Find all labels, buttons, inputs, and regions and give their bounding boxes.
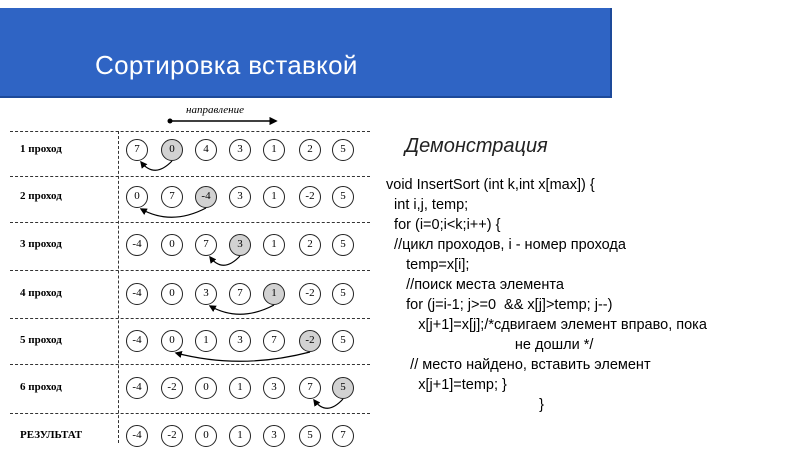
element-circle: 1	[195, 330, 217, 352]
element-circle: 1	[263, 186, 285, 208]
element-circle: 0	[161, 330, 183, 352]
shift-arrow	[210, 256, 240, 265]
code-line: for (j=i-1; j>=0 && x[j]>temp; j--)	[386, 297, 613, 313]
element-circle: 7	[195, 234, 217, 256]
element-circle: 5	[332, 330, 354, 352]
current-element-circle: -2	[299, 330, 321, 352]
code-line: int i,j, temp;	[386, 197, 469, 213]
element-circle: 1	[229, 377, 251, 399]
demo-title: Демонстрация	[405, 135, 548, 157]
current-element-circle: 5	[332, 377, 354, 399]
element-circle: 3	[195, 283, 217, 305]
pass-label: 4 проход	[20, 287, 62, 299]
element-circle: 1	[263, 139, 285, 161]
element-circle: 3	[229, 186, 251, 208]
element-circle: -2	[299, 283, 321, 305]
code-line: x[j+1]=x[j];/*сдвигаем элемент вправо, пока	[386, 317, 707, 333]
code-line: void InsertSort (int k,int x[max]) {	[386, 177, 595, 193]
code-line: не дошли */	[386, 337, 594, 353]
element-circle: 5	[332, 283, 354, 305]
code-line: x[j+1]=temp; }	[386, 377, 507, 393]
row-separator	[10, 413, 370, 414]
element-circle: -4	[126, 234, 148, 256]
current-element-circle: 0	[161, 139, 183, 161]
code-line: for (i=0;i<k;i++) {	[386, 217, 501, 233]
shift-arrow	[141, 208, 206, 217]
pass-label: 2 проход	[20, 190, 62, 202]
direction-label: направление	[186, 104, 245, 116]
code-line: //цикл проходов, i - номер прохода	[386, 237, 626, 253]
code-line: //поиск места элемента	[386, 277, 564, 293]
pass-label: 6 проход	[20, 381, 62, 393]
element-circle: 5	[299, 425, 321, 447]
current-element-circle: -4	[195, 186, 217, 208]
row-separator	[10, 131, 370, 132]
shift-arrow	[314, 399, 343, 408]
element-circle: 7	[229, 283, 251, 305]
element-circle: 0	[195, 425, 217, 447]
element-circle: 7	[161, 186, 183, 208]
current-element-circle: 3	[229, 234, 251, 256]
element-circle: -4	[126, 330, 148, 352]
direction-arrow	[168, 119, 277, 124]
column-separator	[118, 131, 119, 443]
element-circle: 0	[126, 186, 148, 208]
element-circle: -4	[126, 425, 148, 447]
element-circle: 2	[299, 234, 321, 256]
element-circle: -2	[299, 186, 321, 208]
shift-arrow	[141, 161, 172, 170]
element-circle: 1	[263, 234, 285, 256]
code-line: }	[386, 397, 544, 413]
element-circle: 5	[332, 139, 354, 161]
element-circle: -2	[161, 425, 183, 447]
element-circle: -4	[126, 283, 148, 305]
pass-label: 3 проход	[20, 238, 62, 250]
row-separator	[10, 364, 370, 365]
element-circle: 0	[161, 234, 183, 256]
element-circle: 7	[263, 330, 285, 352]
current-element-circle: 1	[263, 283, 285, 305]
element-circle: 3	[263, 425, 285, 447]
element-circle: 3	[263, 377, 285, 399]
code-line: // место найдено, вставить элемент	[386, 357, 651, 373]
row-separator	[10, 270, 370, 271]
row-separator	[10, 222, 370, 223]
element-circle: 7	[299, 377, 321, 399]
slide-title: Сортировка вставкой	[95, 50, 358, 80]
row-separator	[10, 176, 370, 177]
pass-label: 1 проход	[20, 143, 62, 155]
element-circle: 7	[332, 425, 354, 447]
element-circle: -4	[126, 377, 148, 399]
element-circle: 2	[299, 139, 321, 161]
shift-arrow	[176, 352, 310, 361]
pass-label: 5 проход	[20, 334, 62, 346]
element-circle: 3	[229, 330, 251, 352]
element-circle: 0	[195, 377, 217, 399]
element-circle: 0	[161, 283, 183, 305]
element-circle: 5	[332, 186, 354, 208]
shift-arrow	[210, 305, 274, 314]
element-circle: 3	[229, 139, 251, 161]
code-line: temp=x[i];	[386, 257, 470, 273]
element-circle: 5	[332, 234, 354, 256]
result-label: РЕЗУЛЬТАТ	[20, 429, 83, 441]
row-separator	[10, 318, 370, 319]
element-circle: 1	[229, 425, 251, 447]
element-circle: -2	[161, 377, 183, 399]
element-circle: 7	[126, 139, 148, 161]
element-circle: 4	[195, 139, 217, 161]
